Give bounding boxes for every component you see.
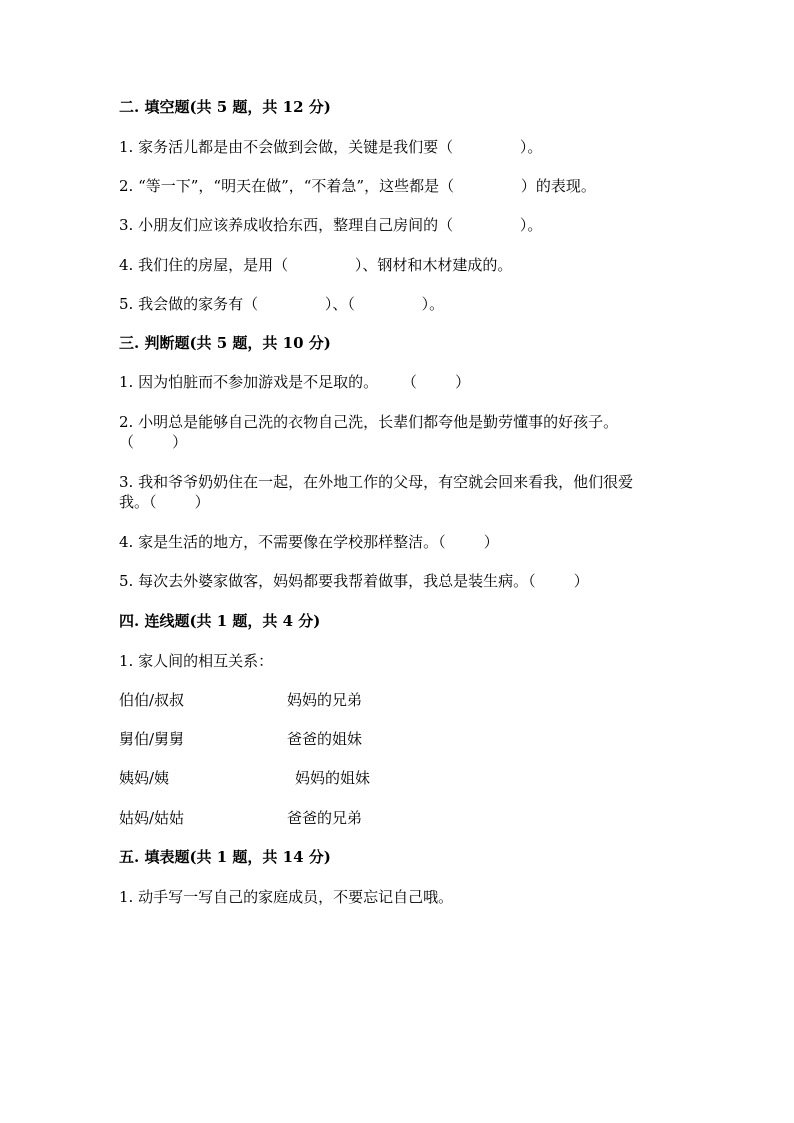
fill-blank-question-1: 1. 家务活儿都是由不会做到会做，关键是我们要（ ）。 (119, 138, 543, 156)
true-false-question-3-line-2: 我。（ ） (119, 493, 210, 511)
matching-right-item[interactable]: 爸爸的姐妹 (287, 730, 363, 748)
section-heading-matching: 四. 连线题(共 1 题，共 4 分) (119, 612, 321, 630)
matching-left-item[interactable]: 舅伯/舅舅 (119, 730, 185, 748)
matching-pair (119, 768, 519, 788)
true-false-question-3-line-1: 3. 我和爷爷奶奶住在一起，在外地工作的父母，有空就会回来看我，他们很爱 (119, 473, 634, 491)
matching-right-item[interactable]: 妈妈的姐妹 (295, 769, 371, 787)
fill-blank-question-4: 4. 我们住的房屋，是用（ ）、钢材和木材建成的。 (119, 256, 513, 274)
matching-left-item[interactable]: 姨妈/姨 (119, 769, 170, 787)
fill-blank-question-2: 2. “等一下”，“明天在做”，“不着急”，这些都是（ ）的表现。 (119, 177, 596, 195)
true-false-question-2-line-1: 2. 小明总是能够自己洗的衣物自己洗，长辈们都夸他是勤劳懂事的好孩子。 (119, 413, 619, 431)
true-false-question-2-line-2: （ ） (119, 433, 188, 451)
matching-right-item[interactable]: 妈妈的兄弟 (287, 691, 363, 709)
section-heading-true-false: 三. 判断题(共 5 题，共 10 分) (119, 334, 331, 352)
matching-left-item[interactable]: 姑妈/姑姑 (119, 809, 185, 827)
matching-pair (119, 808, 519, 828)
fill-blank-question-3: 3. 小朋友们应该养成收拾东西，整理自己房间的（ ）。 (119, 216, 543, 234)
matching-question-1: 1. 家人间的相互关系： (119, 652, 274, 670)
table-fill-question-1: 1. 动手写一写自己的家庭成员，不要忘记自己哦。 (119, 888, 454, 906)
matching-pair (119, 690, 519, 710)
fill-blank-question-5: 5. 我会做的家务有（ ）、（ ）。 (119, 295, 445, 313)
true-false-question-5: 5. 每次去外婆家做客，妈妈都要我帮着做事，我总是装生病。（ ） (119, 572, 589, 590)
matching-pair (119, 729, 519, 749)
section-heading-table-fill: 五. 填表题(共 1 题，共 14 分) (119, 848, 331, 866)
section-heading-fill-blank: 二. 填空题(共 5 题，共 12 分) (119, 98, 331, 116)
matching-left-item[interactable]: 伯伯/叔叔 (119, 691, 185, 709)
true-false-question-1: 1. 因为怕脏而不参加游戏是不足取的。 （ ） (119, 373, 471, 391)
true-false-question-4: 4. 家是生活的地方，不需要像在学校那样整洁。（ ） (119, 533, 499, 551)
matching-right-item[interactable]: 爸爸的兄弟 (287, 809, 363, 827)
